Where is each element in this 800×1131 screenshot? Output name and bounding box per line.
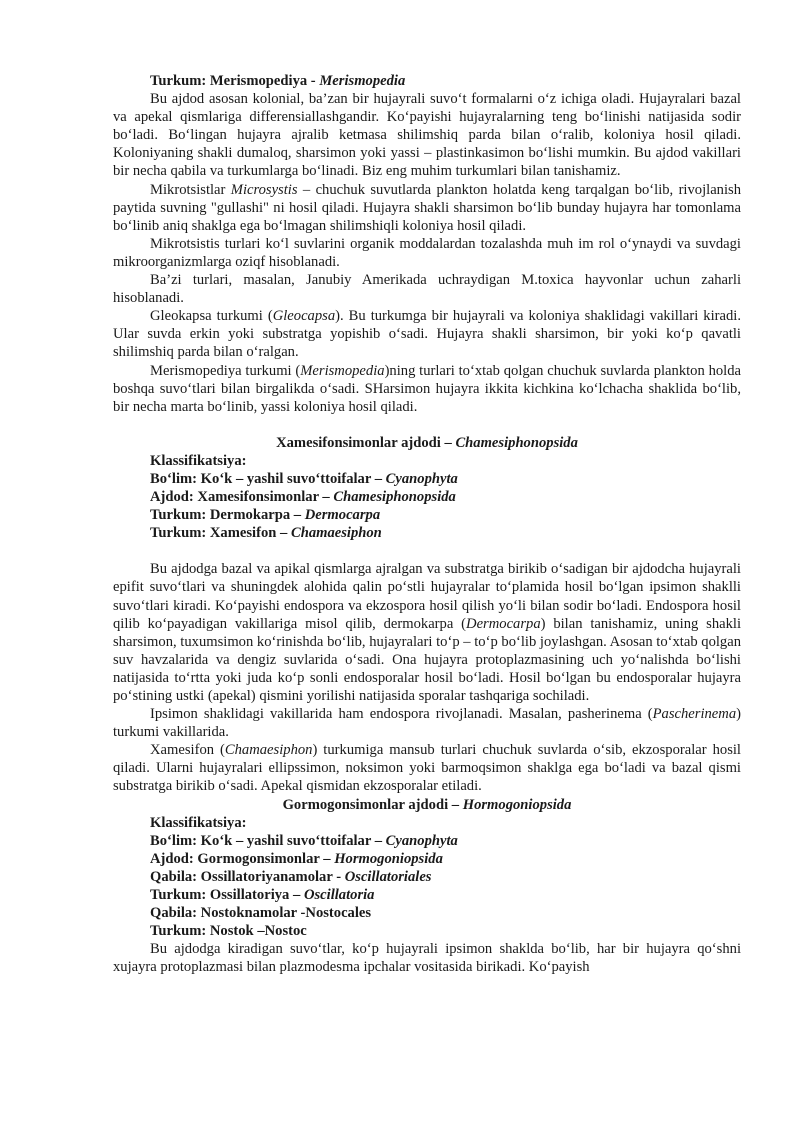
classification-row: Bo‘lim: Ko‘k – yashil suvo‘ttoifalar – Cyanophyta xyxy=(150,470,458,487)
paragraph: Bu ajdod asosan kolonial, ba’zan bir hujayrali suvo‘t formalarni o‘z ichiga oladi. Hujayralari bazal va apekal qismlariga differensiallashgandir. Ko‘payishi hujayralarning teng bo‘linishi natijasida sodir bo‘ladi. Bo‘lingan hujayra ajralib ketmasa shilimshiq parda bilan o‘ralib, koloniya hosil qiladi. Koloniyaning shakli dumaloq, sharsimon yoki yassi – plastinkasimon bo‘lishi mumkin. Bu ajdod vakillari bir necha qabila va turkumlarga bo‘linadi. Biz eng muhim turkumlari bilan tanishamiz. xyxy=(113,91,741,180)
paragraph: Ipsimon shaklidagi vakillarida ham endospora rivojlanadi. Masalan, pasherinema (Pascherinema) turkumi vakillarida. xyxy=(113,706,741,741)
paragraph: Bu ajdodga kiradigan suvo‘tlar, ko‘p hujayrali ipsimon shaklda bo‘lib, har bir hujayra qo‘shni xujayra protoplazmasi bilan plazmodesma ipchalar vositasida birikadi. Ko‘payish xyxy=(113,941,741,976)
heading-merismopedia: Turkum: Merismopediya - Merismopedia xyxy=(150,73,406,89)
paragraph: Gleokapsa turkumi (Gleocapsa). Bu turkumga bir hujayrali va koloniya shaklidagi vakillari kiradi. Ular suvda erkin yoki substratga yopishib o‘sadi. Hujayra shakli sharsimon, bir yoki ko‘p qavatli shilimshiq parda bilan o‘ralgan. xyxy=(113,308,741,361)
classification-row: Qabila: Nostoknamolar -Nostocales xyxy=(150,905,372,922)
classification-row: Ajdod: Gormogonsimonlar – Hormogoniopsida xyxy=(150,850,443,867)
paragraph: Bu ajdodga bazal va apikal qismlarga ajralgan va substratga birikib o‘sadigan bir ajdodcha hujayrali epifit suvo‘tlari va shuningdek alohida qalin po‘stli hujayralar to‘plamida hosil bo‘lgan ipsimon shaklli suvo‘tlari kiradi. Ko‘payishi endospora va ekzospora hosil qilish yo‘li bilan sodir bo‘ladi. Endospora hosil qilib ko‘payadigan vakillariga misol qilib, dermokarpa (Dermocarpa) bilan tanishamiz, uning shakli sharsimon, tuxumsimon ko‘rinishda bo‘lib, hujayralari to‘p – to‘p bo‘lib joylashgan. Asosan to‘xtab qolgan suv havzalarida va dengiz suvlarida o‘sadi. Ona hujayra protoplazmasining uch yo‘nalishda bo‘lishi natijasida to‘rtta yoki juda ko‘p sonli endosporalar hosil bo‘ladi. Hosil bo‘lgan bu endosporalar hujayra po‘stining ustki (apekal) qismini yorilishi natijasida sporalar tashqariga sochiladi. xyxy=(113,561,741,704)
classification-row: Turkum: Dermokarpa – Dermocarpa xyxy=(150,507,381,524)
classification-row: Qabila: Ossillatoriyanamolar - Oscillatoriales xyxy=(150,868,432,885)
document-page xyxy=(113,72,741,977)
classification-label: Klassifikatsiya: xyxy=(150,814,247,831)
paragraph: Mikrotsistlar Microsystis – chuchuk suvutlarda plankton holatda keng tarqalgan bo‘lib, rivojlanish paytida suvning "gullashi" ni hosil qiladi. Hujayra shakli sharsimon bo‘lib bunday hujayra har tomonlama bo‘linib aniq shaklga ega bo‘lmagan shilimshiqli koloniya hosil qiladi. xyxy=(113,181,741,234)
paragraph: Merismopediya turkumi (Merismopedia)ning turlari to‘xtab qolgan chuchuk suvlarda plankton holda boshqa suvo‘tlari bilan birgalikda o‘sadi. SHarsimon hujayra ikkita kichkina ko‘lchacha shaklida bo‘lib, bir necha marta bo‘linib, yassi koloniya hosil qiladi. xyxy=(113,362,741,415)
classification-row: Bo‘lim: Ko‘k – yashil suvo‘ttoifalar – Cyanophyta xyxy=(150,832,458,849)
classification-label: Klassifikatsiya: xyxy=(150,452,247,469)
section-title: Gormogonsimonlar ajdodi – Hormogoniopsida xyxy=(282,796,572,813)
paragraph: Mikrotsistis turlari ko‘l suvlarini organik moddalardan tozalashda muh im rol o‘ynaydi va suvdagi mikroorganizmlarga oziqf hisoblanadi. xyxy=(113,235,741,270)
classification-row: Ajdod: Xamesifonsimonlar – Chamesiphonopsida xyxy=(150,489,456,506)
classification-row: Turkum: Ossillatoriya – Oscillatoria xyxy=(150,887,375,904)
paragraph: Ba’zi turlari, masalan, Janubiy Amerikada uchraydigan M.toxica hayvonlar uchun zaharli hisoblanadi. xyxy=(113,272,741,307)
classification-row: Turkum: Nostok –Nostoc xyxy=(150,923,307,940)
section-title: Xamesifonsimonlar ajdodi – Chamesiphonopsida xyxy=(276,434,578,451)
paragraph: Xamesifon (Chamaesiphon) turkumiga mansub turlari chuchuk suvlarda o‘sib, ekzosporalar hosil qiladi. Ularni hujayralari ellipssimon, noksimon yoki barmoqsimon shaklga ega bo‘ladi va bazal qismi substratga birikib o‘sadi. Apekal qismidan ekzosporalar etiladi. xyxy=(113,742,741,795)
classification-row: Turkum: Xamesifon – Chamaesiphon xyxy=(150,525,382,542)
